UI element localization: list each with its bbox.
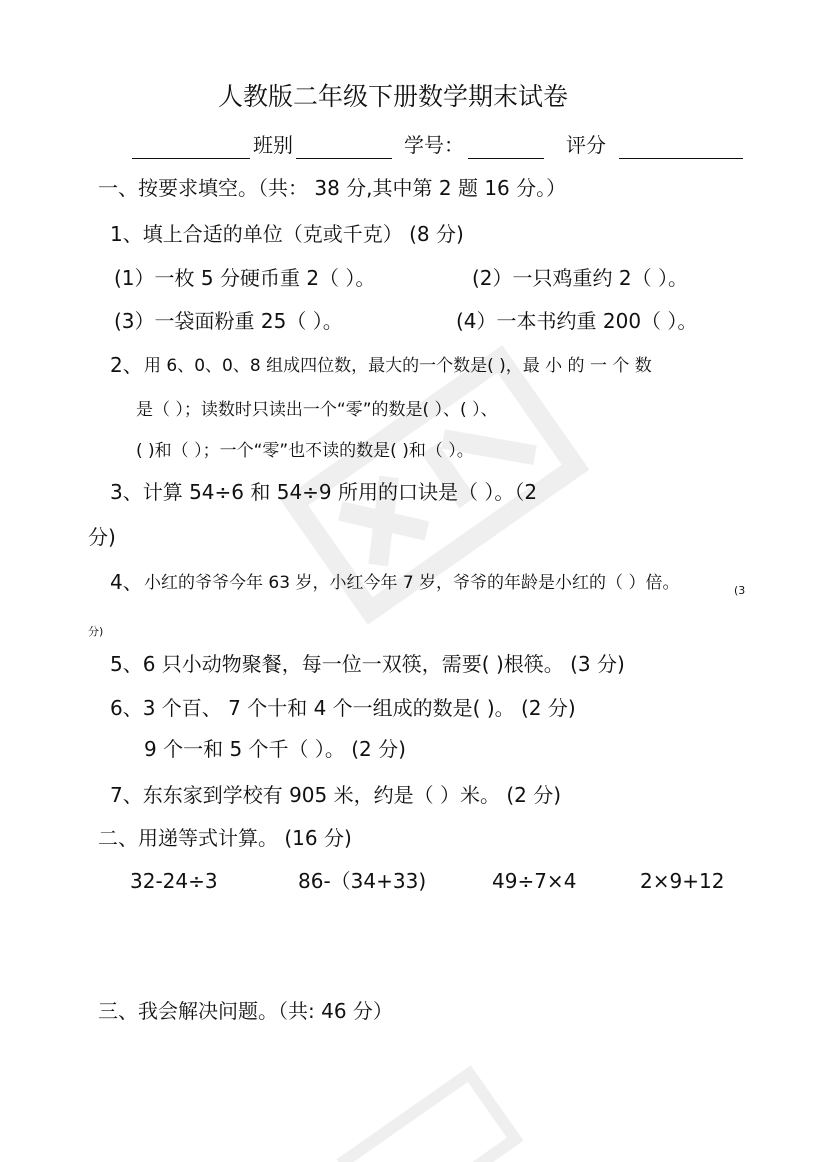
q6-line1: 6、3 个百、 7 个十和 4 个一组成的数是( )。 (2 分)	[110, 696, 576, 720]
q6-line2: 9 个一和 5 个千（ ）。 (2 分)	[144, 737, 406, 761]
q1-b: (2）一只鸡重约 2（ ）。	[472, 266, 688, 290]
expr-4: 2×9+12	[640, 869, 725, 893]
q1-title: 1、填上合适的单位（克或千克） (8 分)	[110, 222, 464, 246]
q4-line2: 分)	[88, 625, 104, 638]
class-label: 班别	[253, 133, 293, 157]
q2-line1: 用 6、0、0、8 组成四位数，最大的一个数是( )，最 小 的 一 个 数	[144, 356, 652, 376]
q2-number: 2、	[110, 353, 143, 377]
number-label: 学号：	[404, 133, 464, 157]
section1-heading: 一、按要求填空。（共： 38 分,其中第 2 题 16 分。）	[98, 176, 567, 200]
q2-line2: 是（ ）；读数时只读出一个“零”的数是( ）、( ）、	[136, 400, 498, 420]
q4-number: 4、	[110, 570, 143, 594]
name-blank	[132, 158, 250, 159]
expr-1: 32-24÷3	[130, 869, 218, 893]
q3-line1: 3、计算 54÷6 和 54÷9 所用的口诀是（ ）。（2	[110, 480, 538, 504]
expr-3: 49÷7×4	[492, 869, 577, 893]
score-label: 评分	[566, 133, 606, 157]
section3-heading: 三、我会解决问题。（共: 46 分）	[98, 999, 393, 1023]
q1-c: (3）一袋面粉重 25（ ）。	[114, 309, 343, 333]
page-title: 人教版二年级下册数学期末试卷	[218, 82, 569, 111]
q7: 7、东东家到学校有 905 米，约是（ ）米。 (2 分)	[110, 783, 562, 807]
section2-heading: 二、用递等式计算。 (16 分)	[98, 826, 352, 850]
q2-line3: ( )和（ ）；一个“零”也不读的数是( )和（ ）。	[136, 441, 474, 461]
number-blank[interactable]	[468, 158, 544, 159]
q4-tail: (3	[734, 584, 746, 597]
class-blank[interactable]	[296, 158, 392, 159]
expr-2: 86-（34+33)	[298, 869, 427, 893]
q5: 5、6 只小动物聚餐，每一位一双筷，需要( )根筷。 (3 分)	[110, 652, 625, 676]
q4-line1: 小红的爷爷今年 63 岁，小红今年 7 岁，爷爷的年龄是小红的（ ）倍。	[144, 573, 680, 593]
q1-d: (4）一本书约重 200（ ）。	[456, 309, 698, 333]
q3-line2: 分)	[88, 525, 116, 549]
score-blank[interactable]	[619, 158, 743, 159]
q1-a: (1）一枚 5 分硬币重 2（ ）。	[114, 266, 376, 290]
stamp-watermark-icon-bottom	[330, 1050, 530, 1162]
